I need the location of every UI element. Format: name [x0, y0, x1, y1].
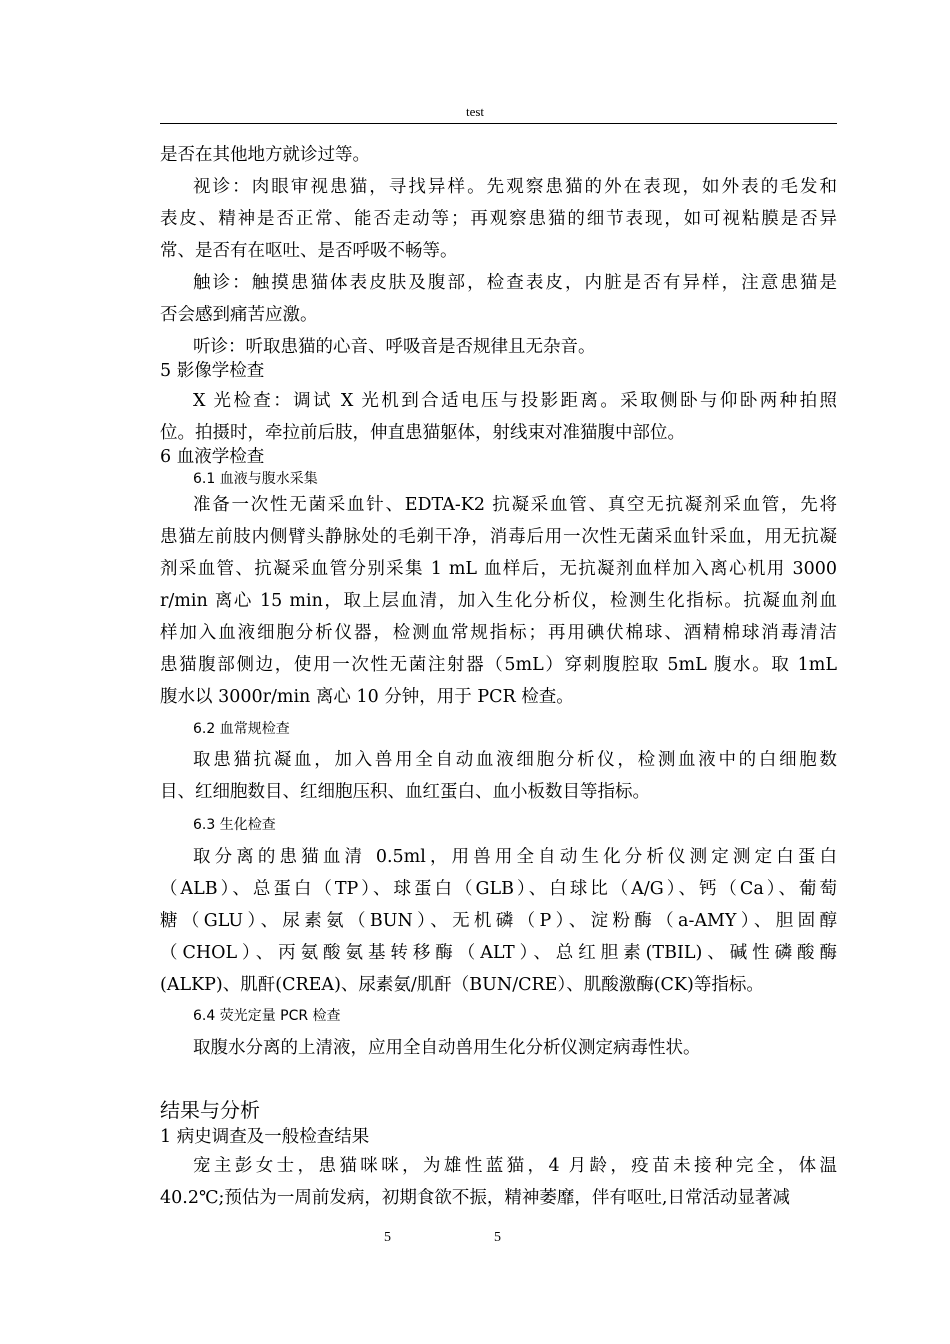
body-line: 是否在其他地方就诊过等。	[160, 145, 370, 165]
subheading-6-4: 6.4 荧光定量 PCR 检查	[193, 1008, 341, 1024]
page-number-right: 5	[494, 1230, 501, 1245]
body-line: r/min 离心 15 min，取上层血清，加入生化分析仪，检测生化指标。抗凝血剂血	[160, 591, 837, 611]
paragraph-6-3: 取分离的患猫血清 0.5ml，用兽用全自动生化分析仪测定测定白蛋白	[193, 847, 837, 867]
body-line: 40.2℃;预估为一周前发病，初期食欲不振，精神萎靡，伴有呕吐,日常活动显著减	[160, 1188, 790, 1208]
paragraph-6-1: 准备一次性无菌采血针、EDTA-K2 抗凝采血管、真空无抗凝剂采血管，先将	[193, 495, 837, 515]
paragraph-auscultation: 听诊：听取患猫的心音、呼吸音是否规律且无杂音。	[193, 337, 596, 357]
subheading-6-2: 6.2 血常规检查	[193, 721, 290, 737]
section-heading-6: 6 血液学检查	[160, 447, 265, 467]
page-number-left: 5	[384, 1230, 391, 1245]
paragraph-history: 宠主彭女士，患猫咪咪，为雄性蓝猫，4 月龄，疫苗未接种完全，体温	[193, 1156, 837, 1176]
paragraph-visual-exam: 视诊：肉眼审视患猫，寻找异样。先观察患猫的外在表现，如外表的毛发和	[193, 177, 837, 197]
page-header: test	[465, 104, 485, 119]
body-line: 目、红细胞数目、红细胞压积、血红蛋白、血小板数目等指标。	[160, 782, 650, 802]
body-line: 患猫左前肢内侧臂头静脉处的毛剃干净，消毒后用一次性无菌采血针采血，用无抗凝	[160, 527, 837, 547]
subheading-6-1: 6.1 血液与腹水采集	[193, 471, 318, 487]
header-rule	[160, 123, 837, 124]
body-line: 样加入血液细胞分析仪器，检测血常规指标；再用碘伏棉球、酒精棉球消毒清洁	[160, 623, 837, 643]
paragraph-xray: X 光检查：调试 X 光机到合适电压与投影距离。采取侧卧与仰卧两种拍照	[193, 391, 837, 411]
body-line: 糖（GLU）、尿素氨（BUN）、无机磷（P）、淀粉酶（a-AMY）、胆固醇	[160, 911, 837, 931]
subheading-6-3: 6.3 生化检查	[193, 817, 276, 833]
body-line: (ALKP)、肌酐(CREA)、尿素氨/肌酐（BUN/CRE）、肌酸激酶(CK)等指标。	[160, 975, 764, 995]
section-heading-5: 5 影像学检查	[160, 361, 265, 381]
body-line: 患猫腹部侧边，使用一次性无菌注射器（5mL）穿刺腹腔取 5mL 腹水。取 1mL	[160, 655, 837, 675]
body-line: 常、是否有在呕吐、是否呼吸不畅等。	[160, 241, 458, 261]
body-line: 位。拍摄时，牵拉前后肢，伸直患猫躯体，射线束对准猫腹中部位。	[160, 423, 685, 443]
body-line: 腹水以 3000r/min 离心 10 分钟，用于 PCR 检查。	[160, 687, 574, 707]
results-heading: 结果与分析	[160, 1098, 260, 1122]
body-line: 否会感到痛苦应激。	[160, 305, 318, 325]
paragraph-6-4: 取腹水分离的上清液，应用全自动兽用生化分析仪测定病毒性状。	[193, 1038, 701, 1058]
section-heading-1: 1 病史调查及一般检查结果	[160, 1127, 370, 1147]
body-line: （ALB）、总蛋白（TP）、球蛋白（GLB）、白球比（A/G）、钙（Ca）、葡萄	[160, 879, 837, 899]
body-line: 剂采血管、抗凝采血管分别采集 1 mL 血样后，无抗凝剂血样加入离心机用 3000	[160, 559, 837, 579]
paragraph-palpation: 触诊：触摸患猫体表皮肤及腹部，检查表皮，内脏是否有异样，注意患猫是	[193, 273, 837, 293]
body-line: （CHOL）、丙氨酸氨基转移酶（ALT）、总红胆素(TBIL)、碱性磷酸酶	[160, 943, 837, 963]
paragraph-6-2: 取患猫抗凝血，加入兽用全自动血液细胞分析仪，检测血液中的白细胞数	[193, 750, 837, 770]
body-line: 表皮、精神是否正常、能否走动等；再观察患猫的细节表现，如可视粘膜是否异	[160, 209, 837, 229]
